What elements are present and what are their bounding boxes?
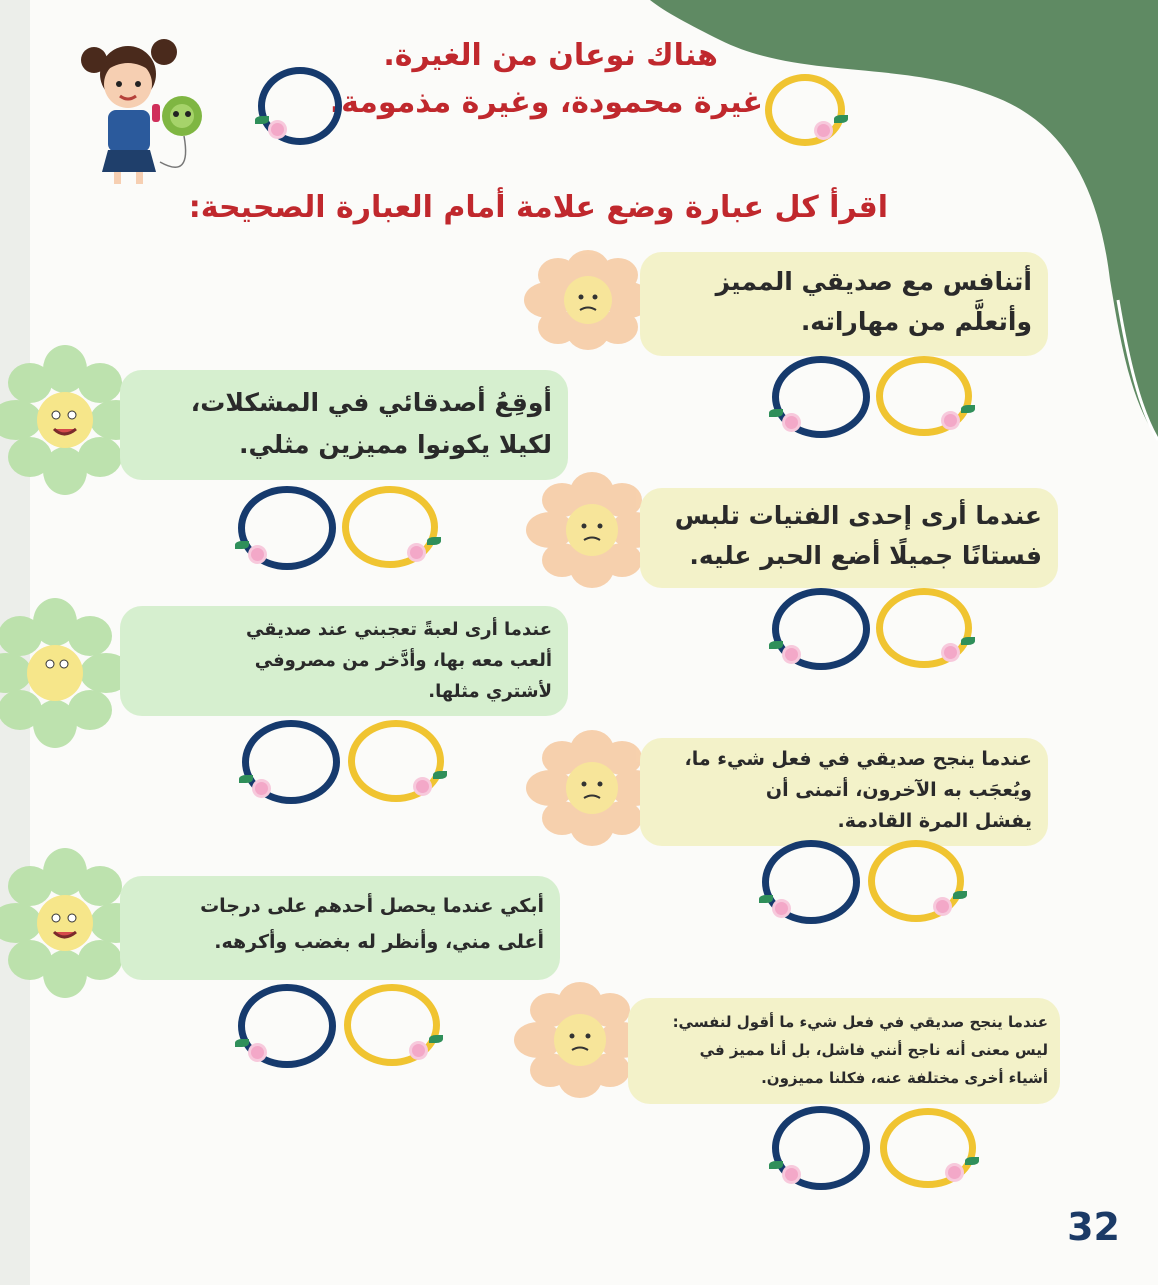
answer-ring-gold[interactable] (880, 1108, 976, 1188)
statement-line: لكيلا يكونوا مميزين مثلي. (238, 430, 552, 459)
statement-card-7 (628, 998, 1060, 1104)
statement-line: ألعب معه بها، وأدَّخر من مصروفي (254, 650, 552, 671)
intro-line-2: غيرة محمودة، وغيرة مذمومة. (329, 85, 763, 120)
statement-line: أعلى مني، وأنظر له بغضب وأكرهه. (214, 931, 544, 953)
leaf-decoration-icon (429, 1035, 443, 1043)
leaf-decoration-icon (769, 1161, 783, 1169)
pink-flower-decoration-icon (948, 1166, 961, 1179)
example-blue-ring (258, 67, 342, 145)
statement-line: عندما أرى إحدى الفتيات تلبس (674, 501, 1042, 530)
answer-ring-blue[interactable] (772, 1106, 870, 1190)
answer-ring-blue[interactable] (238, 486, 336, 570)
pink-flower-decoration-icon (251, 1046, 264, 1059)
answer-ring-gold[interactable] (348, 720, 444, 802)
pink-flower-decoration-icon (785, 1168, 798, 1181)
pink-flower-decoration-icon (412, 1044, 425, 1057)
leaf-decoration-icon (834, 115, 848, 123)
answer-ring-blue[interactable] (772, 356, 870, 438)
girl-with-microphone-illustration (72, 30, 232, 190)
answer-ring-gold[interactable] (344, 984, 440, 1066)
statement-line: عندما أرى لعبةً تعجبني عند صديقي (245, 619, 552, 640)
example-gold-ring (765, 74, 845, 146)
leaf-decoration-icon (769, 409, 783, 417)
statement-line: ليس معنى أنه ناجح أنني فاشل، بل أنا مميز في (699, 1041, 1048, 1059)
statement-card-2 (120, 370, 568, 480)
pink-flower-decoration-icon (936, 900, 949, 913)
pink-flower-decoration-icon (775, 902, 788, 915)
answer-ring-gold[interactable] (868, 840, 964, 922)
statement-card-4 (120, 606, 568, 716)
leaf-decoration-icon (961, 405, 975, 413)
answer-ring-blue[interactable] (242, 720, 340, 804)
leaf-decoration-icon (965, 1157, 979, 1165)
statement-card-3 (640, 488, 1058, 588)
leaf-decoration-icon (255, 116, 269, 124)
statement-card-5 (640, 738, 1048, 846)
leaf-decoration-icon (235, 541, 249, 549)
statement-line: عندما ينجح صديقي في فعل شيء ما أقول لنفسي: (672, 1013, 1048, 1031)
leaf-decoration-icon (961, 637, 975, 645)
statement-line: عندما ينجح صديقي في فعل شيء ما، (684, 748, 1032, 770)
pink-flower-decoration-icon (785, 416, 798, 429)
pink-flower-decoration-icon (271, 123, 284, 136)
statement-card-1 (640, 252, 1048, 356)
statement-line: أوقِعُ أصدقائي في المشكلات، (190, 388, 552, 417)
statement-line: أبكي عندما يحصل أحدهم على درجات (200, 895, 544, 917)
answer-ring-gold[interactable] (876, 356, 972, 436)
leaf-decoration-icon (769, 641, 783, 649)
statement-line: وأتعلَّم من مهاراته. (800, 307, 1032, 336)
pink-flower-decoration-icon (817, 124, 830, 137)
pink-flower-decoration-icon (255, 782, 268, 795)
statement-line: ويُعجَب به الآخرون، أتمنى أن (765, 779, 1032, 801)
pink-flower-decoration-icon (416, 780, 429, 793)
pink-flower-decoration-icon (944, 646, 957, 659)
statement-line: لأشتري مثلها. (428, 681, 552, 702)
instruction-heading: اقرأ كل عبارة وضع علامة أمام العبارة الصحيحة: (188, 190, 888, 225)
leaf-decoration-icon (427, 537, 441, 545)
statement-card-6 (120, 876, 560, 980)
leaf-decoration-icon (759, 895, 773, 903)
statement-line: يفشل المرة القادمة. (837, 810, 1032, 832)
pink-flower-decoration-icon (251, 548, 264, 561)
answer-ring-blue[interactable] (762, 840, 860, 924)
page-number: 32 (1067, 1205, 1120, 1249)
intro-line-1: هناك نوعان من الغيرة. (383, 38, 718, 73)
pink-flower-decoration-icon (944, 414, 957, 427)
answer-ring-blue[interactable] (238, 984, 336, 1068)
statement-line: أشياء أخرى مختلفة عنه، فكلنا مميزون. (761, 1069, 1048, 1087)
leaf-decoration-icon (239, 775, 253, 783)
pink-flower-decoration-icon (410, 546, 423, 559)
leaf-decoration-icon (953, 891, 967, 899)
answer-ring-gold[interactable] (342, 486, 438, 568)
pink-flower-decoration-icon (785, 648, 798, 661)
answer-ring-blue[interactable] (772, 588, 870, 670)
answer-ring-gold[interactable] (876, 588, 972, 668)
leaf-decoration-icon (433, 771, 447, 779)
statement-line: أتنافس مع صديقي المميز (715, 267, 1032, 296)
leaf-decoration-icon (235, 1039, 249, 1047)
statement-line: فستانًا جميلًا أضع الحبر عليه. (689, 541, 1042, 570)
